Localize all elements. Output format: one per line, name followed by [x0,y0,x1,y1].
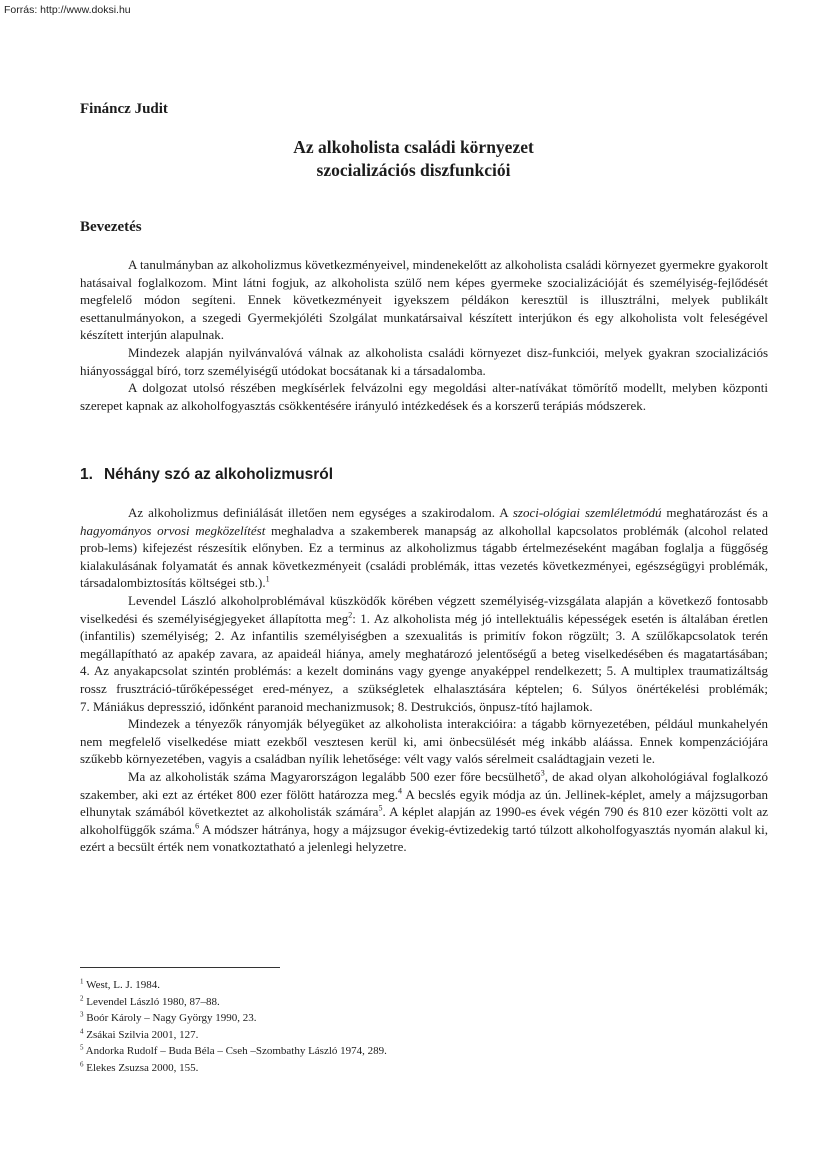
section-1-heading [80,466,333,484]
section-1-paragraph-3: Mindezek a tényezők rányomják bélyegüket az alkoholista interakcióira: a tágabb környezetében, például munkahelyén nem megfelelő viselkedése miatt ezekből vesztesen kerül ki, ami önbecsülését még inkább aláássa. Ennek kompenzációjára szűkebb környezetében, vagyis a családban nyílik lehetősége: vélt vagy valós sérelmeit családtagjain vezeti le. [80,716,768,767]
emphasis-medical: hagyományos orvosi megközelítést [80,522,266,538]
section-1-paragraph-2: Levendel László alkoholproblémával küszködők körében végzett személyiség-vizsgálata alapján a következő fontosabb viselkedési és személyiségjegyeket állapította meg$^2$: 1. Az alkoholista még jó intellektuális képességek esetén is általában éretlen (infantilis) személyiség; 2. Az infantilis személyiségben a szexualitás is primitív fokon rögzült; 3. A szülőkapcsolatok terén megállapítható az apakép zavara, az apaideál hiánya, amely meghatározó jelentőségű a beteg viselkedésében és magatartásában; [80,592,768,661]
intro-paragraph-3: A dolgozat utolsó részében megkísérlek felvázolni egy megoldási alter-natívákat tömörítő modellt, melyben központi szerepet kapnak az alkoholfogyasztás csökkentésére irányuló intézkedések és a korszerű terápiás módszerek. [80,380,768,413]
source-url[interactable]: Forrás: http://www.doksi.hu [4,4,131,16]
section-1-text [80,504,768,856]
page-title [80,136,747,182]
footnote-ref-1[interactable]: 1 [265,575,270,585]
intro-paragraph-1: A tanulmányban az alkoholizmus következményeivel, mindenekelőtt az alkoholista családi környezet gyermekre gyakorolt hatásaival foglalkozom. Mint látni fogjuk, az alkoholista szülő nem képes gyermeke szocializációját és személyiség-fejlődését megfelelő módon segíteni. Ennek következményeit igyekszem példákon keresztül is illusztrálni, melyek publikált esettanulmányokon, a szegedi Gyermekjóléti Szolgálat munkatársaival készített interjúkon és egy alkoholista volt feleségével készített interjún alapulnak. [80,257,768,343]
footnote-item: $^5$ Andorka Rudolf – Buda Béla – Cseh –Szombathy László 1974, 289. [80,1043,387,1058]
footnote-item: $^3$ Boór Károly – Nagy György 1990, 23. [80,1010,257,1025]
footnote-ref-2[interactable]: 2 [348,610,353,620]
footnote-ref-3[interactable]: 3 [540,768,545,778]
section-1-paragraph-4: Ma az alkoholisták száma Magyarországon legalább 500 ezer főre becsülhető$^3$, de akad olyan alkohológiával foglalkozó szakember, aki ezt az értéket 800 ezer fölött határozza meg.$^4$ A becslés egyik módja az ún. Jellinek-képlet, amely a májzsugorban elhunytak számából következtet az alkoholisták számára$^5$. A képlet alapján az 1990-es évek végén 790 és 810 ezer közötti volt az alkoholfüggők száma.$^6$ A módszer hátránya, hogy a májzsugor évekig-évtizedekig tartó túlzott alkoholfogyasztás nyomán alakul ki, ezért a becsült érték nem vonatkoztatható a jelenlegi helyzetre. [80,768,768,855]
footnote-item: $^6$ Elekes Zsuzsa 2000, 155. [80,1060,199,1074]
emphasis-sociological: szoci-ológiai szemléletmódú [512,505,662,520]
intro-text [80,256,768,414]
title-line-1: Az alkoholista családi környezet [293,137,534,157]
title-line-2: szocializációs diszfunkciói [316,160,511,180]
footnotes [80,977,387,1077]
footnote-divider [80,967,280,968]
footnote-ref-5[interactable]: 5 [378,803,383,813]
author-name: Fináncz Judit [80,101,168,117]
section-1-paragraph-1: Az alkoholizmus definiálását illetően nem egységes a szakirodalom. A szoci-ológiai szemléletmódú meghatározást és a hagyományos orvosi megközelítést meghaladva a szakemberek manapság az alkohollal kapcsolatos problémák (alcohol related prob-lems) kifejezést részesítik előnyben. Ez a terminus az alkoholizmus tágabb értelmezéseként magában foglalja a függőség kialakulásának folyamatát és annak következményeit (családi problémák, ittas vezetés következményei, egészségügyi problémák, társadalombiztosítás költségei stb.).$^1$ [80,505,768,591]
section-1-number: 1. [80,466,93,483]
intro-paragraph-2: Mindezek alapján nyilvánvalóvá válnak az alkoholista családi környezet disz-funkciói, melyek gyakran szocializációs hiányossággal bíró, torz személyiségű utódokat bocsátanak ki a társadalomba. [80,344,768,378]
footnote-item: $^4$ Zsákai Szilvia 2001, 127. [80,1027,199,1041]
footnote-ref-6[interactable]: 6 [195,821,200,831]
section-1-paragraph-2-cont: 4. Az anyakapcsolat szintén problémás: a kezelt domináns vagy gyenge anyaképpel rendelkezett; 5. A multiplex traumatizáltság rossz frusztráció-tűrőképességet ered-ményez, a szükségletek elhalasztására képtelen; 6. Súlyos önértékelési problémák; [80,663,768,696]
intro-heading: Bevezetés [80,219,142,235]
footnote-item: $^1$ West, L. J. 1984. [80,977,161,991]
footnote-item: $^2$ Levendel László 1980, 87–88. [80,993,220,1008]
section-1-title: Néhány szó az alkoholizmusról [103,466,334,483]
section-1-paragraph-2-end: 7. Mániákus depresszió, időnként paranoid mechanizmusok; 8. Destrukciós, önpusz-tító hajlamok. [80,698,593,714]
footnote-ref-4[interactable]: 4 [397,786,402,796]
